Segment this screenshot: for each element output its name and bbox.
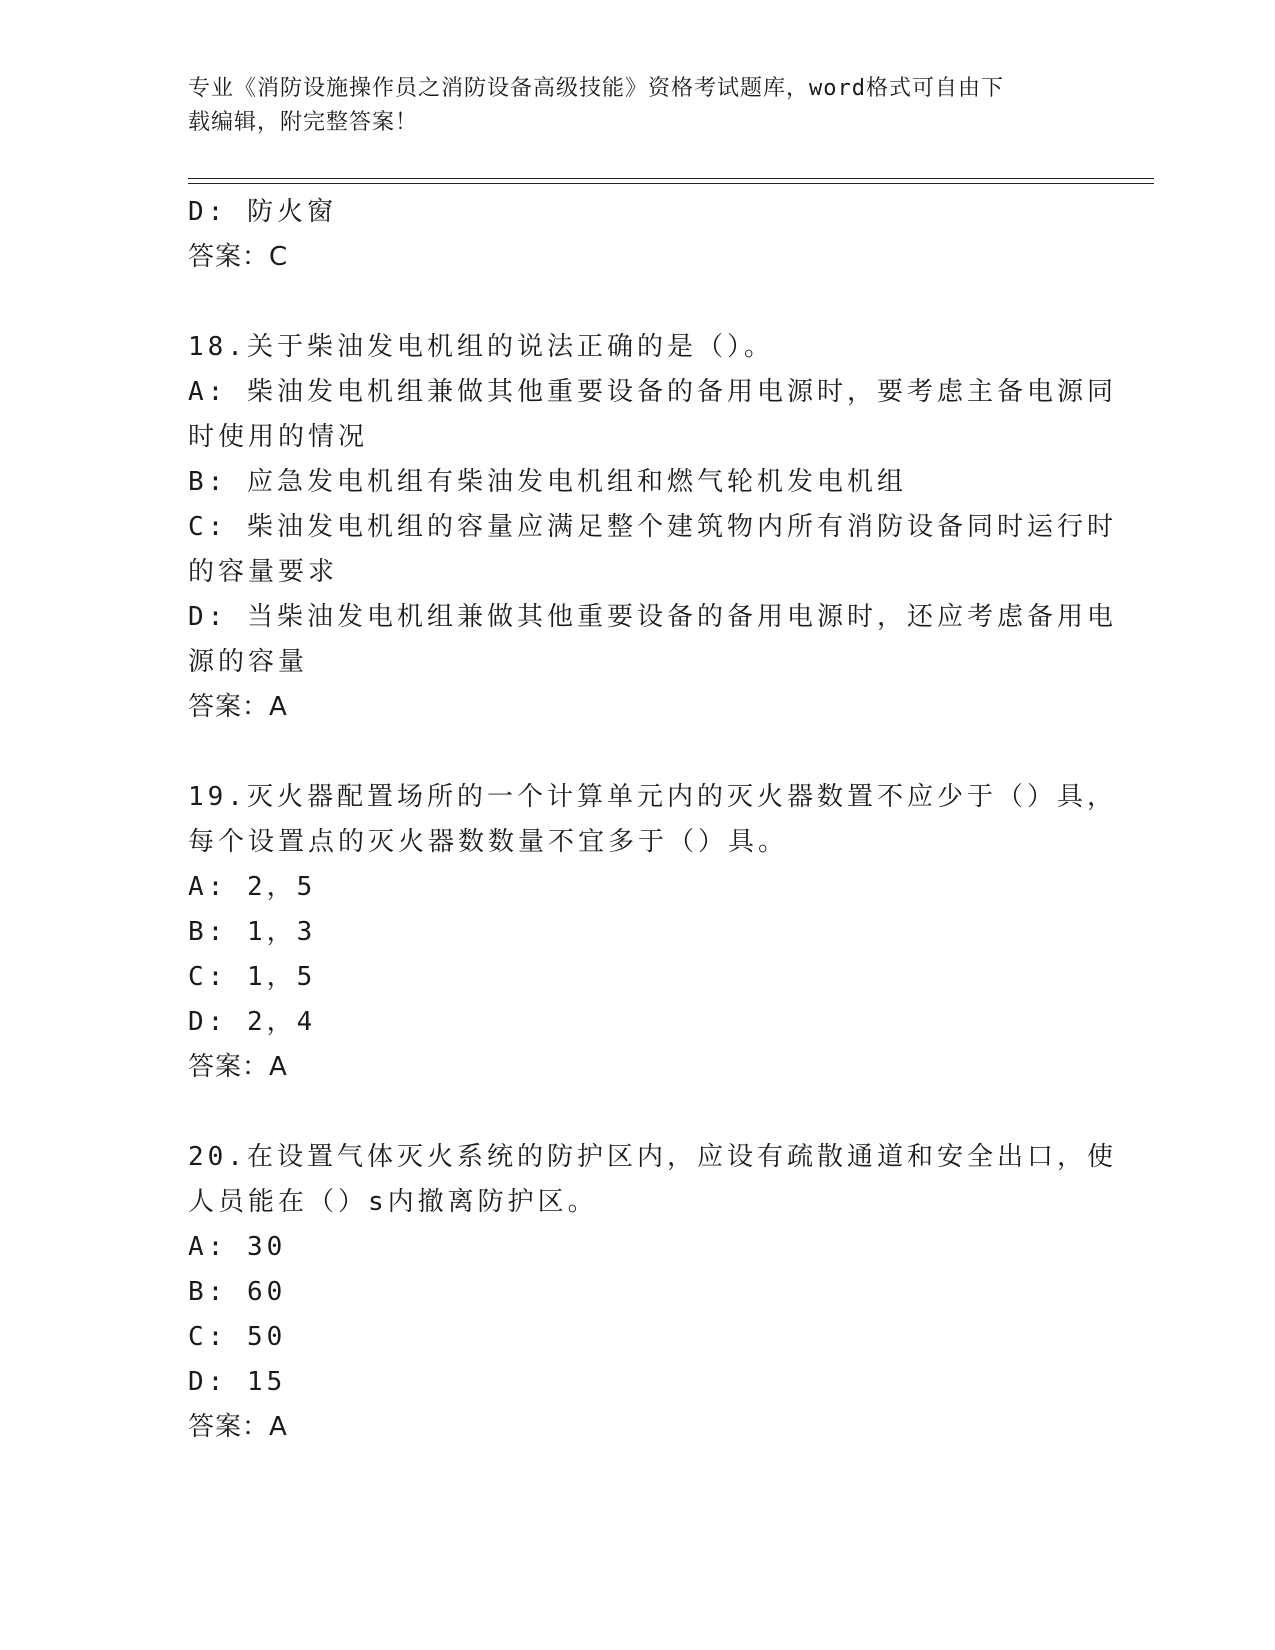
option-a: A: 柴油发电机组兼做其他重要设备的备用电源时，要考虑主备电源同 [188,377,1117,407]
option-c: C: 柴油发电机组的容量应满足整个建筑物内所有消防设备同时运行时 [188,512,1117,542]
option-c: C: 50 [188,1322,287,1352]
answer-line: 答案：A [188,1412,288,1442]
answer-line: 答案：C [188,242,289,272]
question-19 [188,775,1117,1090]
header-rule-bottom [188,183,1154,184]
page-header [188,72,1068,140]
header-rule-top [188,178,1154,179]
question-18 [188,325,1117,730]
option-d: D: 2，4 [188,1007,317,1037]
option-a-continued: 时使用的情况 [188,422,369,452]
option-c-continued: 的容量要求 [188,557,339,587]
option-b: B: 60 [188,1277,287,1307]
option-d: D: 15 [188,1367,287,1397]
option-d-continued: 源的容量 [188,647,309,677]
question-stem-continued: 人员能在（）s内撤离防护区。 [188,1187,598,1217]
option-b: B: 应急发电机组有柴油发电机组和燃气轮机发电机组 [188,467,907,497]
option-a: A: 2，5 [188,872,317,902]
header-line-2: 载编辑，附完整答案！ [188,110,419,135]
question-stem: 19.灭火器配置场所的一个计算单元内的灭火器数置不应少于（）具， [188,782,1117,812]
question-stem: 18.关于柴油发电机组的说法正确的是（）。 [188,332,774,362]
question-list [188,190,1117,1450]
question-20 [188,1135,1117,1450]
question-stem-continued: 每个设置点的灭火器数数量不宜多于（）具。 [188,827,789,857]
answer-line: 答案：A [188,692,288,722]
answer-line: 答案：A [188,1052,288,1082]
option-d: D: 防火窗 [188,197,337,227]
option-a: A: 30 [188,1232,287,1262]
option-d: D: 当柴油发电机组兼做其他重要设备的备用电源时，还应考虑备用电 [188,602,1117,632]
option-b: B: 1，3 [188,917,317,947]
previous-question-tail [188,190,1088,280]
question-stem: 20.在设置气体灭火系统的防护区内，应设有疏散通道和安全出口，使 [188,1142,1117,1172]
option-c: C: 1，5 [188,962,317,992]
header-line-1: 专业《消防设施操作员之消防设备高级技能》资格考试题库，word格式可自由下 [188,76,1004,101]
